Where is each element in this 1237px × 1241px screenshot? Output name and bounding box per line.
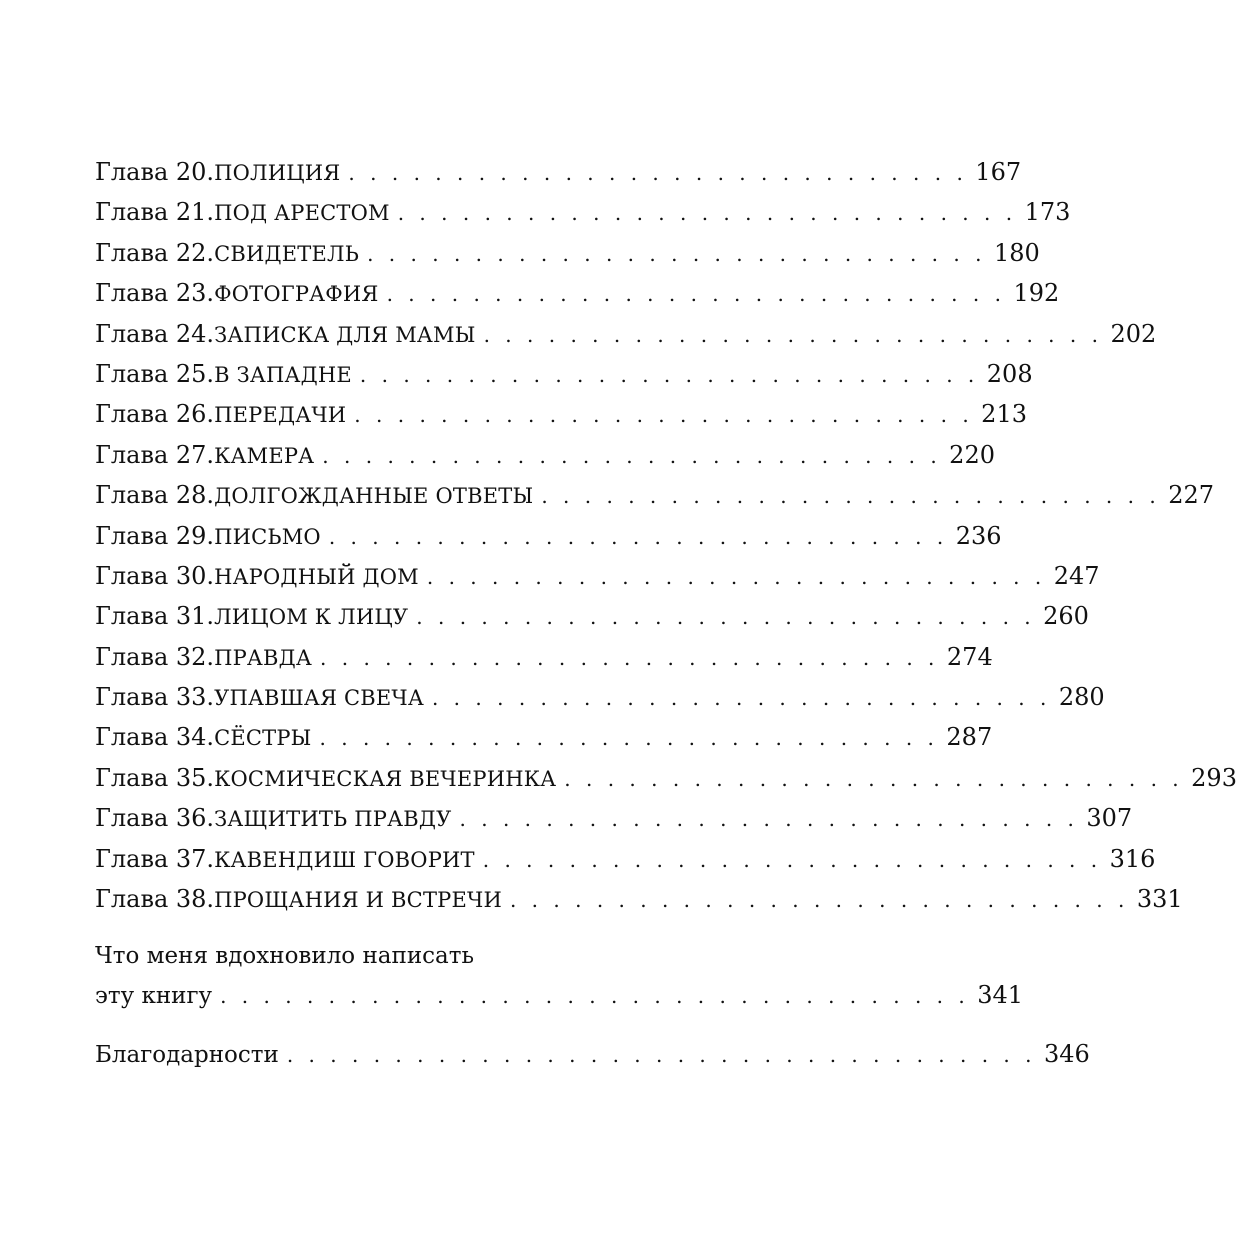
leader-dots: . . . . . . . . . . . . . . . . . . . . . . . . . . . . . . . . . . .: [286, 1042, 1037, 1067]
spacer: [95, 1016, 632, 1034]
leader-dots: . . . . . . . . . . . . . . . . . . . . . . . . . . . . .: [483, 322, 1103, 347]
chapter-page-number: 213: [981, 400, 1027, 429]
chapter-page-number: 280: [1058, 683, 1105, 712]
chapter-title: ПРАВДА: [214, 645, 313, 670]
chapter-page-number: 247: [1053, 561, 1100, 590]
chapter-page-number: 227: [1168, 481, 1215, 510]
chapter-page-number: 236: [955, 521, 1002, 550]
chapter-number: Глава 21.: [95, 198, 215, 227]
acknowledgements-page-number: 346: [1044, 1039, 1090, 1068]
chapter-entry[interactable]: [95, 677, 1105, 717]
chapter-entry[interactable]: [95, 354, 1033, 394]
leader-dots: . . . . . . . . . . . . . . . . . . . . . . . . . . . . .: [564, 766, 1184, 791]
chapter-title: НАРОДНЫЙ ДОМ: [214, 564, 419, 589]
chapter-entry[interactable]: [95, 798, 1133, 838]
chapter-page-number: 208: [986, 359, 1033, 388]
chapter-entry[interactable]: [95, 192, 1071, 232]
chapter-entry[interactable]: [95, 596, 1089, 636]
chapter-number: Глава 28.: [95, 481, 215, 510]
spacer: [95, 919, 632, 937]
chapter-page-number: 293: [1191, 763, 1237, 792]
chapter-entry[interactable]: [95, 556, 1100, 596]
chapter-number: Глава 29.: [95, 521, 215, 550]
chapter-title: ЛИЦОМ К ЛИЦУ: [214, 605, 409, 630]
chapter-number: Глава 36.: [95, 804, 215, 833]
chapter-title: СВИДЕТЕЛЬ: [214, 241, 360, 266]
chapter-title: ПИСЬМО: [214, 524, 321, 549]
chapter-title: СЁСТРЫ: [214, 726, 312, 751]
inspiration-entry-line1: Что меня вдохновило написать: [95, 943, 475, 970]
leader-dots: . . . . . . . . . . . . . . . . . . . . . . . . . . . . .: [426, 564, 1046, 589]
chapter-title: КОСМИЧЕСКАЯ ВЕЧЕРИНКА: [214, 766, 557, 791]
chapter-page-number: 287: [946, 723, 993, 752]
chapter-page-number: 331: [1136, 885, 1183, 914]
leader-dots: . . . . . . . . . . . . . . . . . . . . . . . . . . . . .: [328, 524, 948, 549]
chapter-number: Глава 38.: [95, 885, 215, 914]
table-of-contents: [95, 152, 1237, 1074]
chapter-number: Глава 37.: [95, 844, 215, 873]
chapter-entry[interactable]: [95, 314, 1157, 354]
chapter-number: Глава 30.: [95, 561, 215, 590]
chapter-title: КАВЕНДИШ ГОВОРИТ: [214, 847, 475, 872]
chapter-number: Глава 22.: [95, 238, 215, 267]
chapter-page-number: 316: [1109, 844, 1156, 873]
leader-dots: . . . . . . . . . . . . . . . . . . . . . . . . . . . . .: [348, 161, 968, 185]
chapter-title: ЗАЩИТИТЬ ПРАВДУ: [214, 807, 452, 832]
leader-dots: . . . . . . . . . . . . . . . . . . . . . . . . . . . . .: [416, 605, 1036, 630]
chapter-page-number: 180: [993, 238, 1040, 267]
chapter-number: Глава 25.: [95, 359, 215, 388]
chapter-entry[interactable]: [95, 475, 1215, 515]
chapter-number: Глава 26.: [95, 400, 215, 429]
chapter-page-number: 220: [949, 440, 995, 469]
leader-dots: . . . . . . . . . . . . . . . . . . . . . . . . . . . . .: [386, 282, 1006, 307]
acknowledgements-entry[interactable]: [95, 1034, 1090, 1074]
leader-dots: . . . . . . . . . . . . . . . . . . . . . . . . . . . . .: [367, 241, 986, 266]
chapter-title: ПЕРЕДАЧИ: [214, 403, 347, 428]
leader-dots: . . . . . . . . . . . . . . . . . . . . . . . . . . . . .: [354, 403, 974, 428]
chapter-page-number: 192: [1013, 279, 1060, 308]
chapter-number: Глава 32.: [95, 642, 215, 671]
chapter-title: ПОЛИЦИЯ: [214, 161, 341, 185]
chapter-entry[interactable]: [95, 758, 1237, 798]
chapter-title: ФОТОГРАФИЯ: [214, 282, 379, 307]
leader-dots: . . . . . . . . . . . . . . . . . . . . . . . . . . . . .: [482, 847, 1102, 872]
chapter-number: Глава 20.: [95, 158, 215, 186]
leader-dots: . . . . . . . . . . . . . . . . . . . . . . . . . . . . .: [459, 807, 1079, 832]
leader-dots: . . . . . . . . . . . . . . . . . . . . . . . . . . . . .: [541, 484, 1161, 509]
chapter-number: Глава 33.: [95, 683, 215, 712]
chapter-page-number: 274: [946, 642, 993, 671]
chapter-entry[interactable]: [95, 717, 993, 757]
chapter-number: Глава 24.: [95, 319, 215, 348]
chapter-title: УПАВШАЯ СВЕЧА: [214, 686, 424, 711]
chapter-title: КАМЕРА: [214, 443, 315, 468]
chapter-page-number: 173: [1024, 198, 1071, 227]
chapter-page-number: 167: [975, 158, 1022, 186]
chapter-entry[interactable]: [95, 516, 1002, 556]
leader-dots: . . . . . . . . . . . . . . . . . . . . . . . . . . . . .: [322, 443, 942, 468]
leader-dots: . . . . . . . . . . . . . . . . . . . . . . . . . . . . .: [320, 645, 939, 670]
leader-dots: . . . . . . . . . . . . . . . . . . . . . . . . . . . . .: [359, 362, 979, 387]
chapter-entry[interactable]: [95, 637, 993, 677]
chapter-title: ЗАПИСКА ДЛЯ МАМЫ: [214, 322, 476, 347]
chapter-page-number: 202: [1110, 319, 1157, 348]
chapter-entry[interactable]: [95, 273, 1060, 313]
chapter-title: ДОЛГОЖДАННЫЕ ОТВЕТЫ: [214, 484, 534, 509]
chapter-entry[interactable]: [95, 394, 1027, 434]
chapter-number: Глава 27.: [95, 440, 215, 469]
chapter-entry[interactable]: [95, 879, 1183, 919]
leader-dots: . . . . . . . . . . . . . . . . . . . . . . . . . . . . .: [319, 726, 939, 751]
leader-dots: . . . . . . . . . . . . . . . . . . . . . . . . . . . . .: [431, 686, 1051, 711]
chapter-entry[interactable]: [95, 839, 1156, 879]
chapter-title: В ЗАПАДНЕ: [214, 362, 352, 387]
chapter-title: ПОД АРЕСТОМ: [214, 201, 390, 226]
leader-dots: . . . . . . . . . . . . . . . . . . . . . . . . . . . . .: [509, 888, 1129, 913]
chapter-page-number: 307: [1086, 804, 1133, 833]
chapter-number: Глава 34.: [95, 723, 215, 752]
inspiration-entry[interactable]: [95, 975, 1024, 1015]
chapter-entry[interactable]: [95, 435, 995, 475]
chapter-entry[interactable]: [95, 233, 1040, 273]
chapter-title: ПРОЩАНИЯ И ВСТРЕЧИ: [214, 888, 502, 913]
leader-dots: . . . . . . . . . . . . . . . . . . . . . . . . . . . . . . . . . . .: [220, 984, 970, 1009]
chapter-number: Глава 23.: [95, 279, 215, 308]
chapter-number: Глава 31.: [95, 602, 215, 631]
acknowledgements-title: Благодарности: [95, 1041, 279, 1068]
chapter-entry[interactable]: [95, 152, 1022, 192]
chapter-list: [95, 152, 1237, 919]
leader-dots: . . . . . . . . . . . . . . . . . . . . . . . . . . . . .: [397, 201, 1017, 226]
chapter-number: Глава 35.: [95, 763, 215, 792]
inspiration-page-number: 341: [977, 981, 1024, 1010]
chapter-page-number: 260: [1043, 602, 1089, 631]
inspiration-entry-title: эту книгу: [95, 983, 213, 1010]
